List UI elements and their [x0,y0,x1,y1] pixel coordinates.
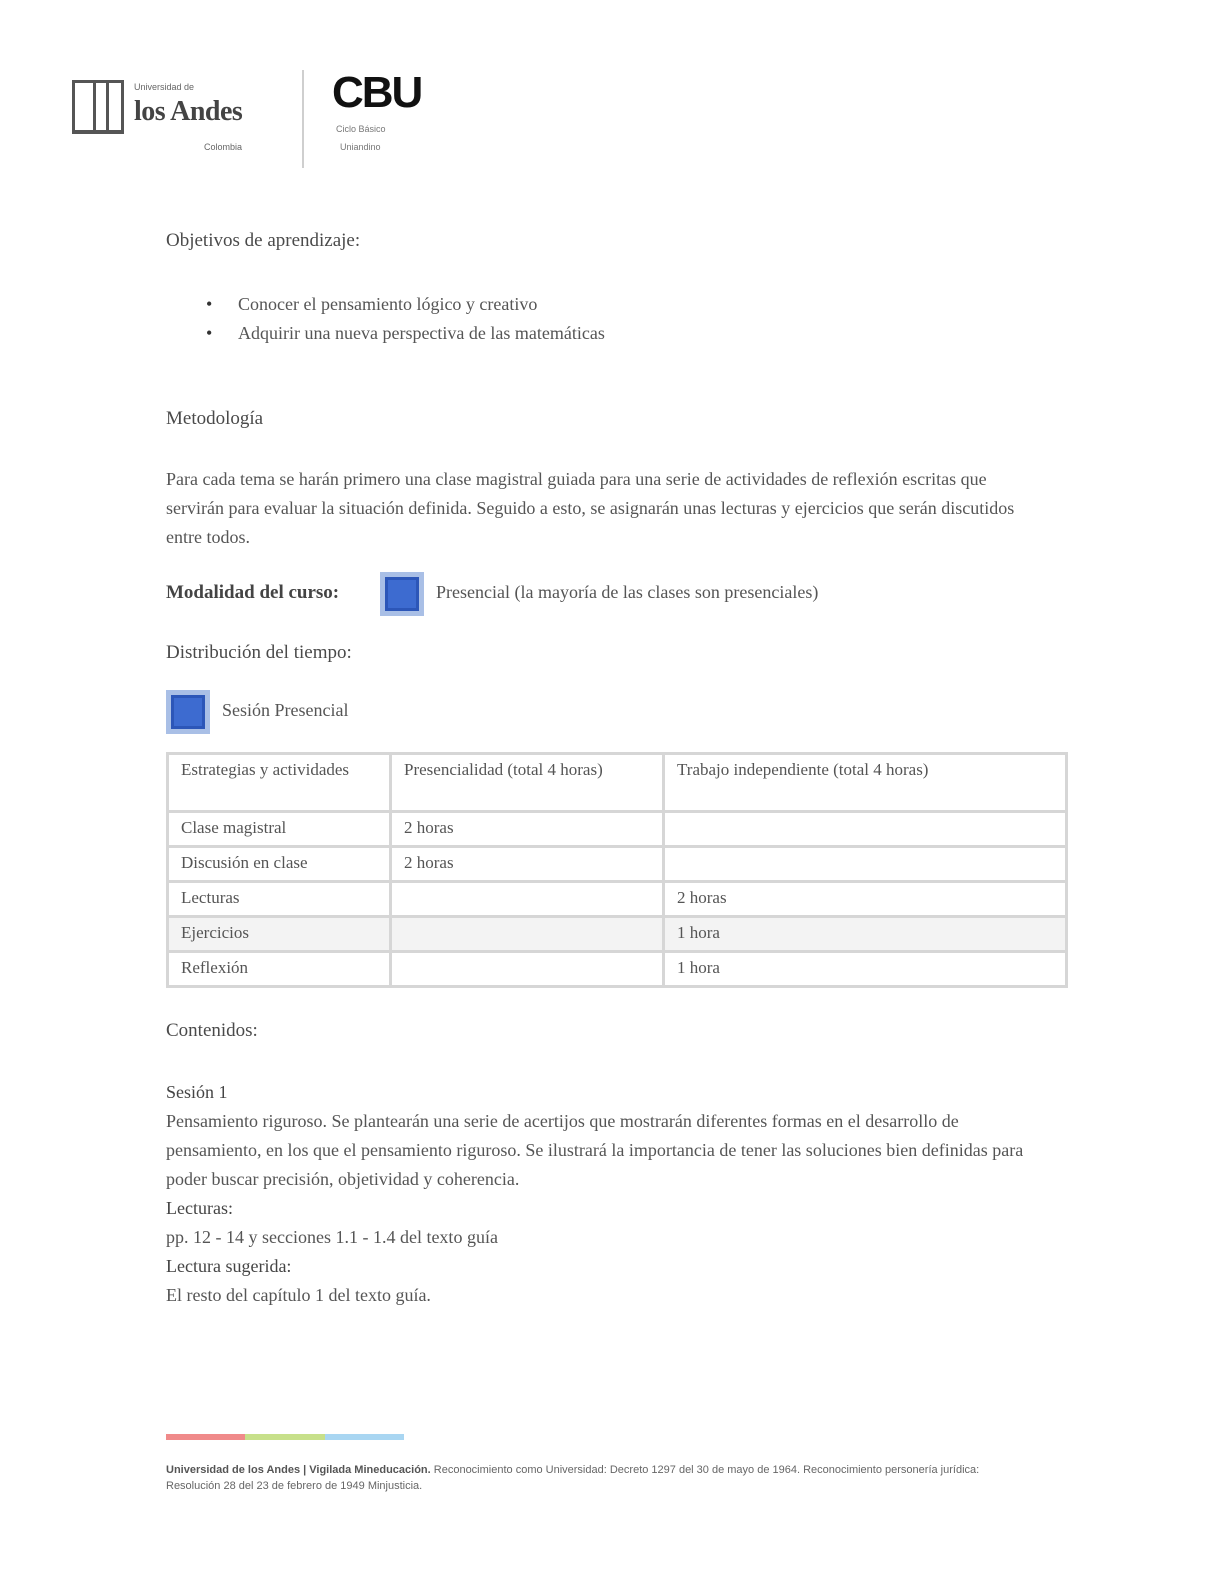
table-cell: 2 horas [391,812,664,847]
table-cell [391,952,664,987]
hours-table [166,752,1068,988]
table-row [168,882,1067,917]
uniandes-mark-icon [72,80,124,134]
modality-label: Modalidad del curso: [166,582,340,603]
contents-title: Contenidos: [166,1020,258,1041]
table-header-cell: Presencialidad (total 4 horas) [391,754,664,812]
modality-checkbox[interactable] [380,572,424,616]
cbu-sub2: Uniandino [340,142,381,152]
session-1-text: Pensamiento riguroso. Se plantearán una serie de acertijos que mostrarán diferentes formas en el desarrollo de pensamiento, en los que el pensamiento riguroso. Se ilustrará la importancia de tener las soluciones bien definidas para poder buscar precisión, objetividad y coherencia. [166,1111,1024,1189]
cbu-name: CBU [332,68,422,117]
table-cell: 1 hora [664,917,1067,952]
session-1-block [166,1078,1046,1310]
session-1-title: Sesión 1 [166,1082,228,1102]
session-row [166,690,566,734]
uniandes-small-text: Universidad de [134,82,195,92]
logo-divider [302,70,304,168]
table-cell [391,882,664,917]
table-cell [664,812,1067,847]
footer-color-bar [166,1434,404,1440]
table-cell [664,847,1067,882]
modality-row [166,572,1066,616]
methodology-title: Metodología [166,408,264,429]
footer-legal: Reconocimiento como Universidad: Decreto 1297 del 30 de mayo de 1964. Reconocimiento personería jurídica: Resolución 28 del 23 de febrero de 1949 Minjusticia. [166,1464,980,1492]
objectives-title: Objetivos de aprendizaje: [166,230,361,251]
table-cell: Clase magistral [168,812,391,847]
suggested-reading-text: El resto del capítulo 1 del texto guía. [166,1285,431,1305]
footer-text [166,1462,986,1494]
table-cell: Discusión en clase [168,847,391,882]
table-row [168,812,1067,847]
table-cell: 1 hora [664,952,1067,987]
distribution-title: Distribución del tiempo: [166,642,352,663]
footer-bar-green [245,1434,324,1440]
uniandes-country: Colombia [204,142,243,152]
footer-bar-red [166,1434,245,1440]
footer-bar-blue [325,1434,404,1440]
table-row [168,917,1067,952]
suggested-reading-label: Lectura sugerida: [166,1256,292,1276]
objectives-list [206,290,605,348]
uniandes-logo [72,78,277,158]
table-cell: Ejercicios [168,917,391,952]
cbu-sub1: Ciclo Básico [336,124,386,134]
session-label: Sesión Presencial [222,700,349,720]
table-cell: Lecturas [168,882,391,917]
table-header-cell: Trabajo independiente (total 4 horas) [664,754,1067,812]
table-cell: 2 horas [391,847,664,882]
readings-label: Lecturas: [166,1198,233,1218]
list-item: • Conocer el pensamiento lógico y creativo [206,290,605,319]
methodology-text: Para cada tema se harán primero una clase magistral guiada para una serie de actividades de reflexión escritas que servirán para evaluar la situación definida. Seguido a esto, se asignarán unas lecturas y ejercicios que serán discutidos entre todos. [166,469,1015,547]
list-item: • Adquirir una nueva perspectiva de las matemáticas [206,319,605,348]
modality-value: Presencial (la mayoría de las clases son presenciales) [436,582,819,602]
readings-text: pp. 12 - 14 y secciones 1.1 - 1.4 del texto guía [166,1227,498,1247]
table-cell: Reflexión [168,952,391,987]
uniandes-name: los Andes [134,96,243,127]
cbu-logo [332,70,442,165]
session-checkbox[interactable] [166,690,210,734]
table-header-cell: Estrategias y actividades [168,754,391,812]
table-row [168,952,1067,987]
footer-bold: Universidad de los Andes | Vigilada Mineducación. [166,1464,431,1476]
table-row [168,847,1067,882]
table-cell [391,917,664,952]
table-cell: 2 horas [664,882,1067,917]
table-header-row [168,754,1067,812]
